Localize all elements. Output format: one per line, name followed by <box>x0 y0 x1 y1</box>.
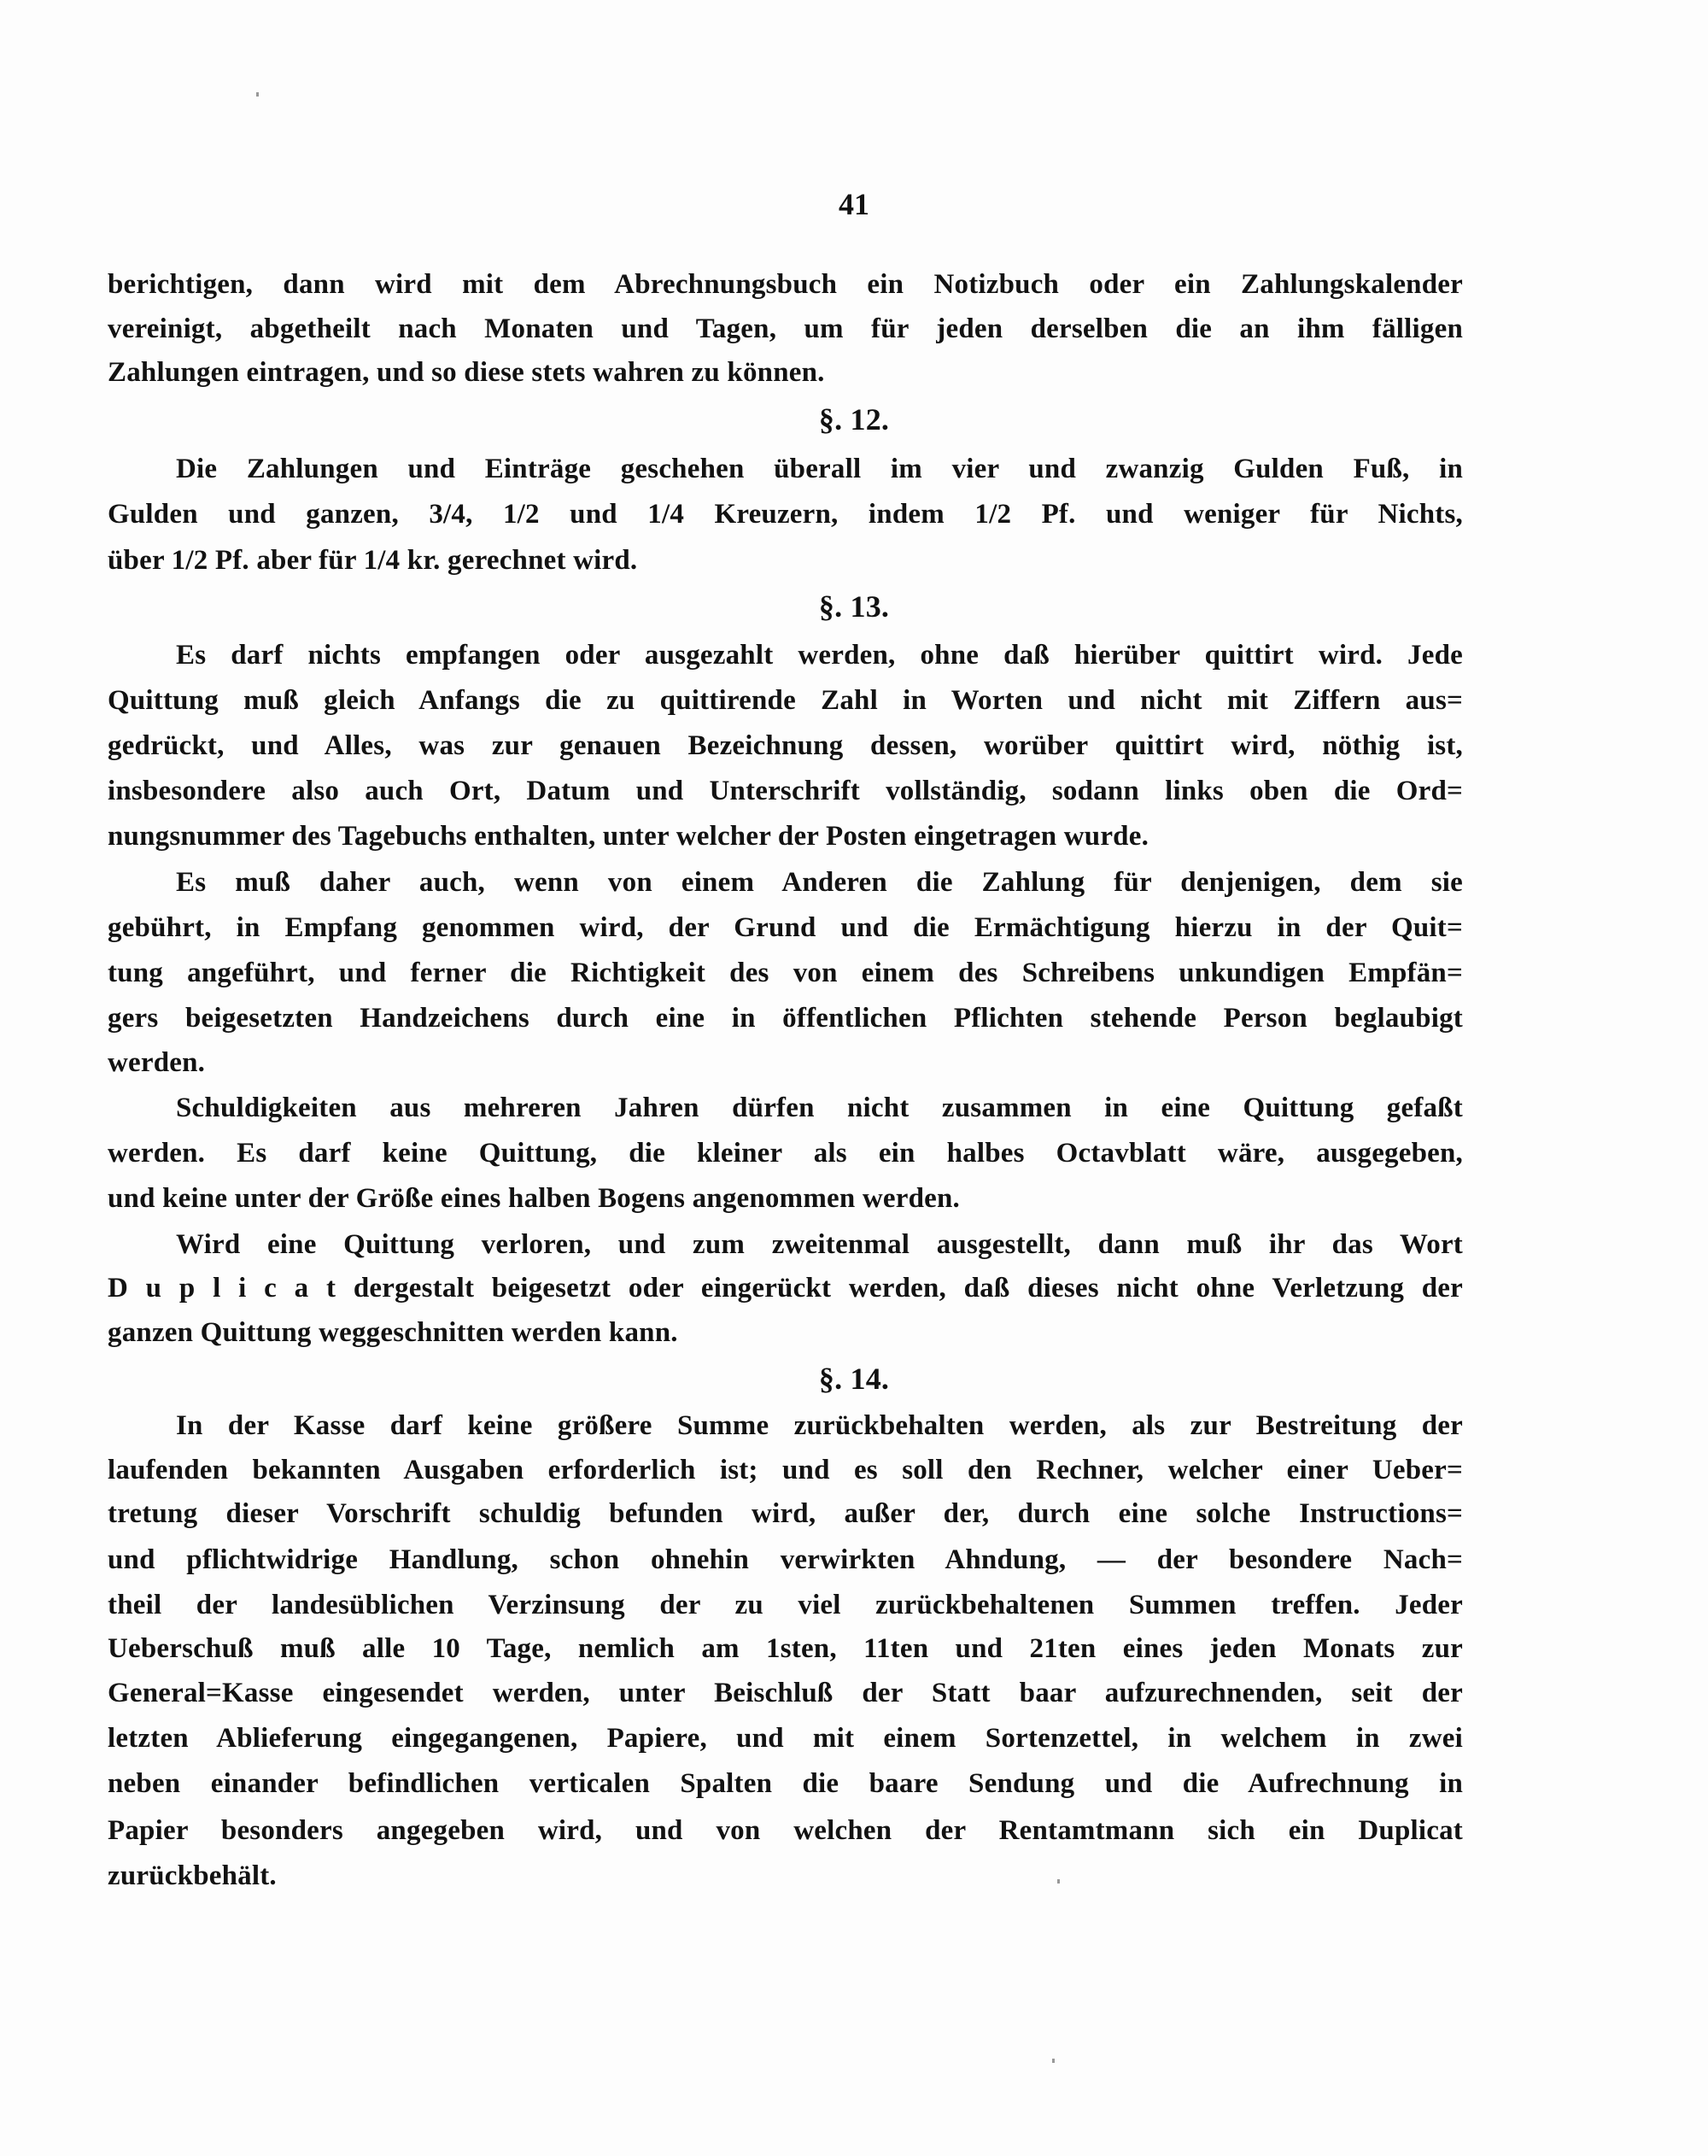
paragraph-last-line: ganzen Quittung weggeschnitten werden kann. <box>108 1317 678 1348</box>
paragraph-last-line: nungsnummer des Tagebuchs enthalten, unter welcher der Posten eingetragen wurde. <box>108 821 1149 852</box>
paragraph-first-line: Es darf nichts empfangen oder ausgezahlt werden, ohne daß hierüber quittirt wird. Jede <box>176 640 1463 671</box>
text-line: Quittung muß gleich Anfangs die zu quittirende Zahl in Worten und nicht mit Ziffern aus= <box>108 685 1463 716</box>
paragraph-last-line: zurückbehält. <box>108 1860 277 1891</box>
paragraph-first-line: Es muß daher auch, wenn von einem Anderen die Zahlung für denjenigen, dem sie <box>176 867 1463 898</box>
text-line: gedrückt, und Alles, was zur genauen Bezeichnung dessen, worüber quittirt wird, nöthig ist, <box>108 730 1463 761</box>
text-line: tung angeführt, und ferner die Richtigkeit des von einem des Schreibens unkundigen Empfän= <box>108 958 1463 988</box>
text-line: neben einander befindlichen verticalen Spalten die baare Sendung und die Aufrechnung in <box>108 1768 1463 1799</box>
scan-speck <box>1057 1879 1060 1884</box>
section-heading: §. 13. <box>818 589 890 624</box>
paragraph-last-line: über 1/2 Pf. aber für 1/4 kr. gerechnet wird. <box>108 545 638 576</box>
paragraph-first-line: Schuldigkeiten aus mehreren Jahren dürfen nicht zusammen in eine Quittung gefaßt <box>176 1093 1463 1123</box>
text-line: gers beigesetzten Handzeichens durch eine in öffentlichen Pflichten stehende Person beglaubigt <box>108 1003 1463 1034</box>
text-line: letzten Ablieferung eingegangenen, Papiere, und mit einem Sortenzettel, in welchem in zwei <box>108 1723 1463 1754</box>
paragraph-last-line: Zahlungen eintragen, und so diese stets wahren zu können. <box>108 357 825 388</box>
text-line: General=Kasse eingesendet werden, unter Beischluß der Statt baar aufzurechnenden, seit der <box>108 1678 1463 1708</box>
text-line: gebührt, in Empfang genommen wird, der Grund und die Ermächtigung hierzu in der Quit= <box>108 912 1463 943</box>
paragraph-first-line: Wird eine Quittung verloren, und zum zweitenmal ausgestellt, dann muß ihr das Wort <box>176 1229 1463 1260</box>
section-heading: §. 12. <box>818 402 890 436</box>
text-line: D u p l i c a t dergestalt beigesetzt oder eingerückt werden, daß dieses nicht ohne Verletzung der <box>108 1273 1463 1304</box>
text-line: tretung dieser Vorschrift schuldig befunden wird, außer der, durch eine solche Instructions= <box>108 1498 1463 1529</box>
paragraph-last-line: und keine unter der Größe eines halben Bogens angenommen werden. <box>108 1183 960 1214</box>
scan-speck <box>256 92 259 97</box>
page-number: 41 <box>839 187 869 221</box>
text-line: laufenden bekannten Ausgaben erforderlich ist; und es soll den Rechner, welcher einer Ueber= <box>108 1455 1463 1485</box>
section-heading: §. 14. <box>818 1362 890 1396</box>
text-line: insbesondere also auch Ort, Datum und Unterschrift vollständig, sodann links oben die Ord= <box>108 776 1463 806</box>
scan-speck <box>1052 2059 1055 2063</box>
paragraph-last-line: werden. <box>108 1047 206 1078</box>
text-line: Papier besonders angegeben wird, und von welchen der Rentamtmann sich ein Duplicat <box>108 1815 1463 1846</box>
text-line: berichtigen, dann wird mit dem Abrechnungsbuch ein Notizbuch oder ein Zahlungskalender <box>108 269 1463 300</box>
paragraph-first-line: In der Kasse darf keine größere Summe zurückbehalten werden, als zur Bestreitung der <box>176 1410 1463 1441</box>
text-line: vereinigt, abgetheilt nach Monaten und Tagen, um für jeden derselben die an ihm fälligen <box>108 313 1463 344</box>
text-line: theil der landesüblichen Verzinsung der zu viel zurückbehaltenen Summen treffen. Jeder <box>108 1590 1463 1620</box>
paragraph-first-line: Die Zahlungen und Einträge geschehen überall im vier und zwanzig Gulden Fuß, in <box>176 454 1463 484</box>
text-line: werden. Es darf keine Quittung, die kleiner als ein halbes Octavblatt wäre, ausgegeben, <box>108 1138 1463 1169</box>
text-line: Gulden und ganzen, 3/4, 1/2 und 1/4 Kreuzern, indem 1/2 Pf. und weniger für Nichts, <box>108 499 1463 530</box>
text-line: und pflichtwidrige Handlung, schon ohnehin verwirkten Ahndung, — der besondere Nach= <box>108 1544 1463 1575</box>
text-line: Ueberschuß muß alle 10 Tage, nemlich am 1sten, 11ten und 21ten eines jeden Monats zur <box>108 1633 1463 1664</box>
